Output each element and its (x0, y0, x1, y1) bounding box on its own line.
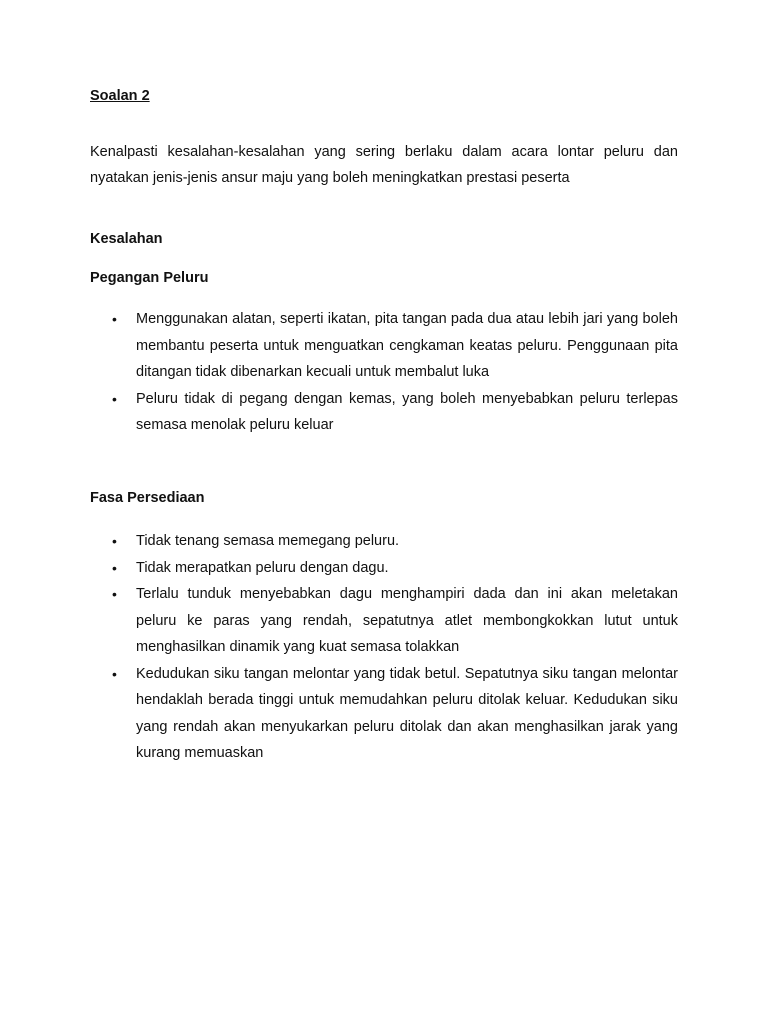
list-item-text: Menggunakan alatan, seperti ikatan, pita tangan pada dua atau lebih jari yang boleh membantu peserta untuk menguatkan cengkaman keatas peluru. Penggunaan pita ditangan tidak dibenarkan kecuali untuk membalut luka (136, 311, 678, 380)
list-item-text: Terlalu tunduk menyebabkan dagu menghampiri dada dan ini akan meletakan peluru ke paras yang rendah, sepatutnya atlet membongkokkan lutut untuk menghasilkan dinamik yang kuat semasa tolakkan (136, 586, 678, 655)
bullet-icon: • (112, 311, 117, 327)
list-item (90, 555, 678, 582)
subsection-heading-fasa-persediaan: Fasa Persediaan (90, 490, 205, 506)
subsection-heading-pegangan-peluru: Pegangan Peluru (90, 270, 209, 286)
bullet-icon: • (112, 586, 117, 602)
question-text: Kenalpasti kesalahan-kesalahan yang sering berlaku dalam acara lontar peluru dan nyatakan jenis-jenis ansur maju yang boleh meningkatkan prestasi peserta (90, 144, 678, 186)
list-item (90, 661, 678, 767)
fasa-persediaan-list (90, 528, 678, 767)
list-item-text: Tidak merapatkan peluru dengan dagu. (136, 559, 389, 576)
list-item-text: Kedudukan siku tangan melontar yang tidak betul. Sepatutnya siku tangan melontar hendaklah berada tinggi untuk memudahkan peluru ditolak keluar. Kedudukan siku yang rendah akan menyukarkan peluru ditolak dan akan menghasilkan jarak yang kurang memuaskan (136, 665, 678, 761)
section-heading-kesalahan: Kesalahan (90, 231, 163, 247)
list-item-text: Peluru tidak di pegang dengan kemas, yang boleh menyebabkan peluru terlepas semasa menolak peluru keluar (136, 390, 678, 433)
list-item (90, 386, 678, 439)
list-item-text: Tidak tenang semasa memegang peluru. (136, 533, 400, 549)
list-item (90, 306, 678, 386)
bullet-icon: • (112, 390, 117, 407)
list-item (90, 581, 678, 661)
pegangan-peluru-list (90, 306, 678, 439)
bullet-icon: • (112, 533, 117, 549)
bullet-icon: • (112, 559, 117, 576)
bullet-icon: • (112, 665, 117, 682)
list-item (90, 528, 678, 555)
document-title: Soalan 2 (90, 88, 150, 104)
